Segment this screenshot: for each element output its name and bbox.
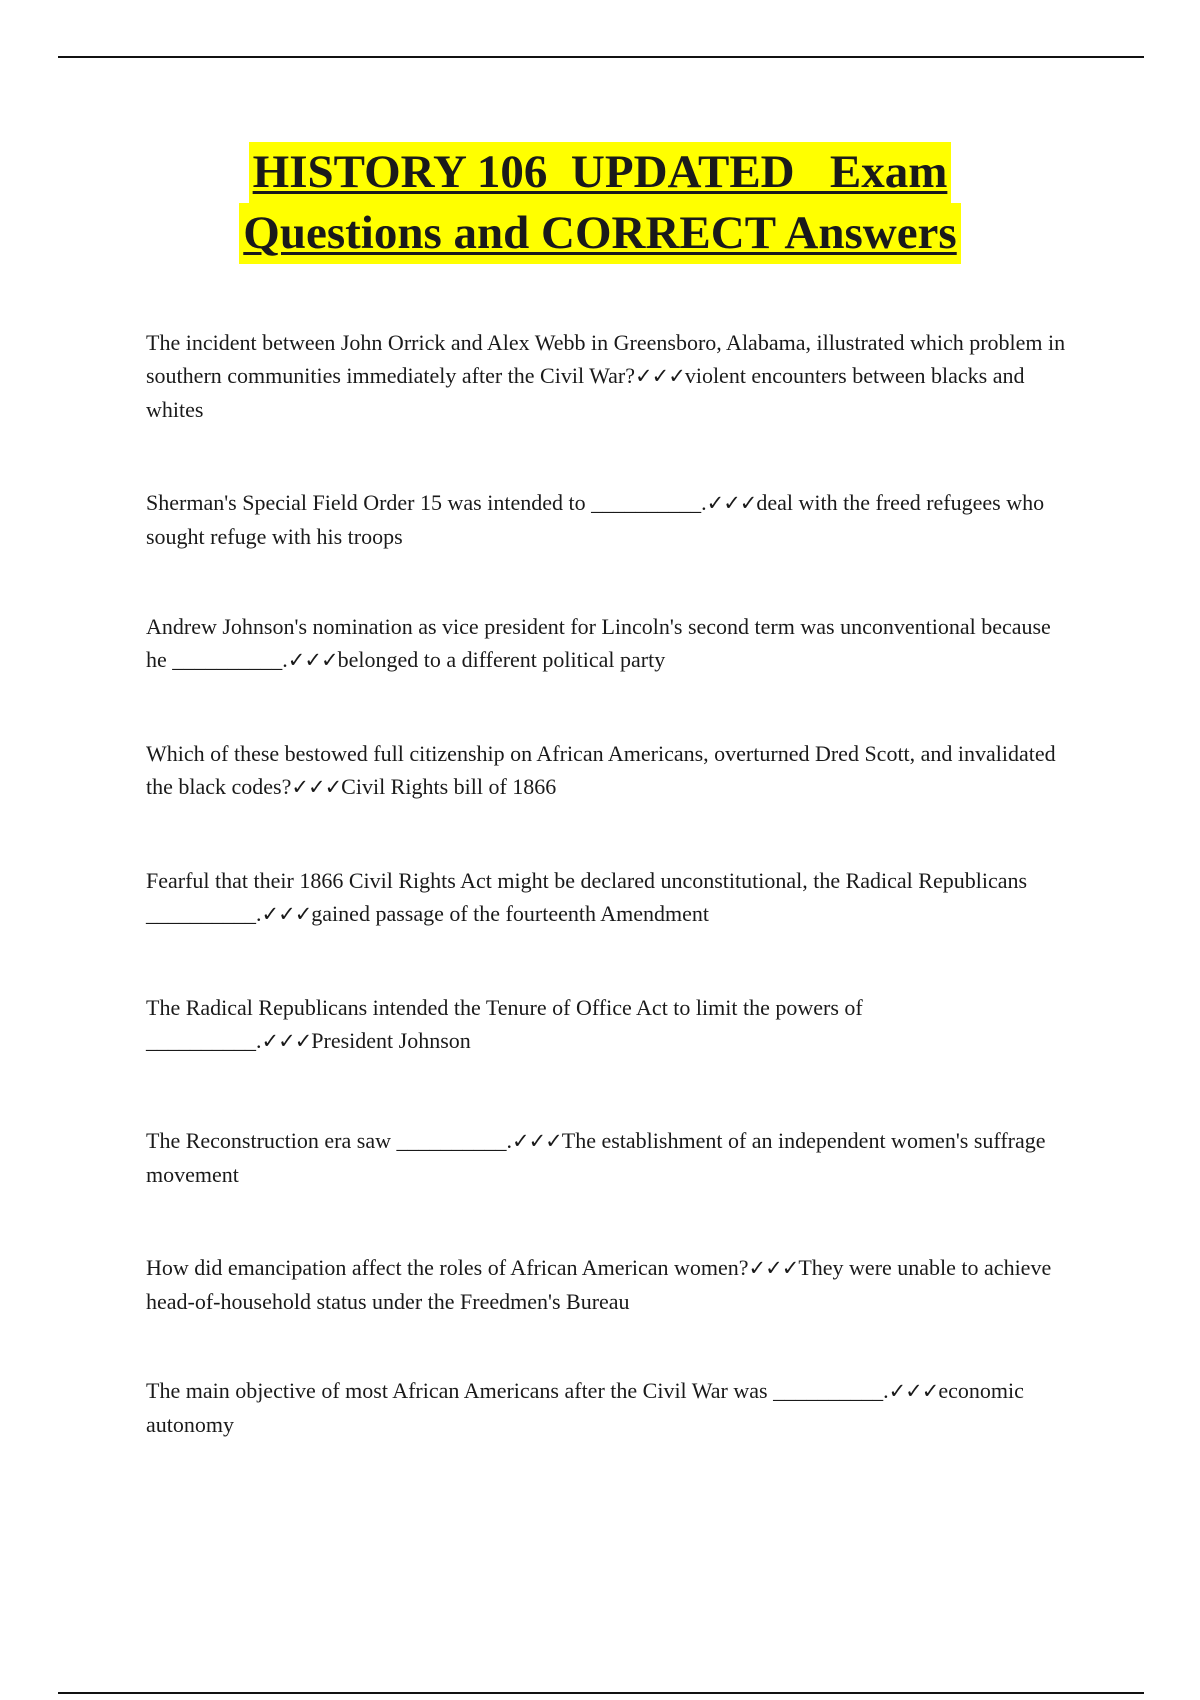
check-mark-icon: ✓✓✓ <box>287 648 338 672</box>
check-mark-icon: ✓✓✓ <box>888 1379 939 1403</box>
answer-text: President Johnson <box>311 1028 471 1053</box>
bottom-rule <box>58 1692 1144 1694</box>
title-line-1: HISTORY 106 UPDATED Exam <box>249 142 952 203</box>
answer-text: violent encounters between blacks and whites <box>146 363 1025 422</box>
answer-text: gained passage of the fourteenth Amendment <box>311 901 710 926</box>
question-text: Sherman's Special Field Order 15 was intended to __________. <box>146 490 707 515</box>
answer-text: Civil Rights bill of 1866 <box>341 774 557 799</box>
question-text: Andrew Johnson's nomination as vice president for Lincoln's second term was unconventional because he __________. <box>146 614 1051 672</box>
qa-item-8 <box>146 1251 1066 1318</box>
check-mark-icon: ✓✓✓ <box>748 1256 799 1280</box>
qa-item-7 <box>146 1124 1066 1191</box>
check-mark-icon: ✓✓✓ <box>511 1129 562 1153</box>
question-text: The main objective of most African Americans after the Civil War was __________. <box>146 1378 889 1403</box>
answer-text: economic autonomy <box>146 1378 1024 1437</box>
question-text: The Radical Republicans intended the Tenure of Office Act to limit the powers of __________. <box>146 995 863 1053</box>
qa-item-1 <box>146 326 1066 426</box>
check-mark-icon: ✓✓✓ <box>291 775 342 799</box>
answer-text: belonged to a different political party <box>337 647 666 672</box>
check-mark-icon: ✓✓✓ <box>706 491 757 515</box>
check-mark-icon: ✓✓✓ <box>635 364 685 388</box>
check-mark-icon: ✓✓✓ <box>261 1029 312 1053</box>
qa-item-3 <box>146 610 1066 677</box>
answer-text: deal with the freed refugees who sought refuge with his troops <box>146 490 1045 549</box>
qa-item-2 <box>146 486 1066 553</box>
answer-text: They were unable to achieve head-of-household status under the Freedmen's Bureau <box>146 1255 1052 1314</box>
document-title <box>0 142 1200 264</box>
qa-item-6 <box>146 991 1066 1058</box>
qa-item-9 <box>146 1374 1066 1441</box>
qa-item-4 <box>146 737 1066 804</box>
question-text: Fearful that their 1866 Civil Rights Act might be declared unconstitutional, the Radical Republicans __________. <box>146 868 1028 926</box>
check-mark-icon: ✓✓✓ <box>261 902 312 926</box>
answer-text: The establishment of an independent women's suffrage movement <box>146 1128 1046 1187</box>
qa-item-5 <box>146 864 1066 931</box>
question-text: The Reconstruction era saw __________. <box>146 1128 512 1153</box>
question-text: Which of these bestowed full citizenship on African Americans, overturned Dred Scott, and invalidated the black codes? <box>146 741 1056 799</box>
question-text: The incident between John Orrick and Alex Webb in Greensboro, Alabama, illustrated which problem in southern communities immediately after the Civil War? <box>146 330 1066 388</box>
title-line-2: Questions and CORRECT Answers <box>239 203 960 264</box>
question-text: How did emancipation affect the roles of African American women? <box>146 1255 749 1280</box>
top-rule <box>58 56 1144 58</box>
